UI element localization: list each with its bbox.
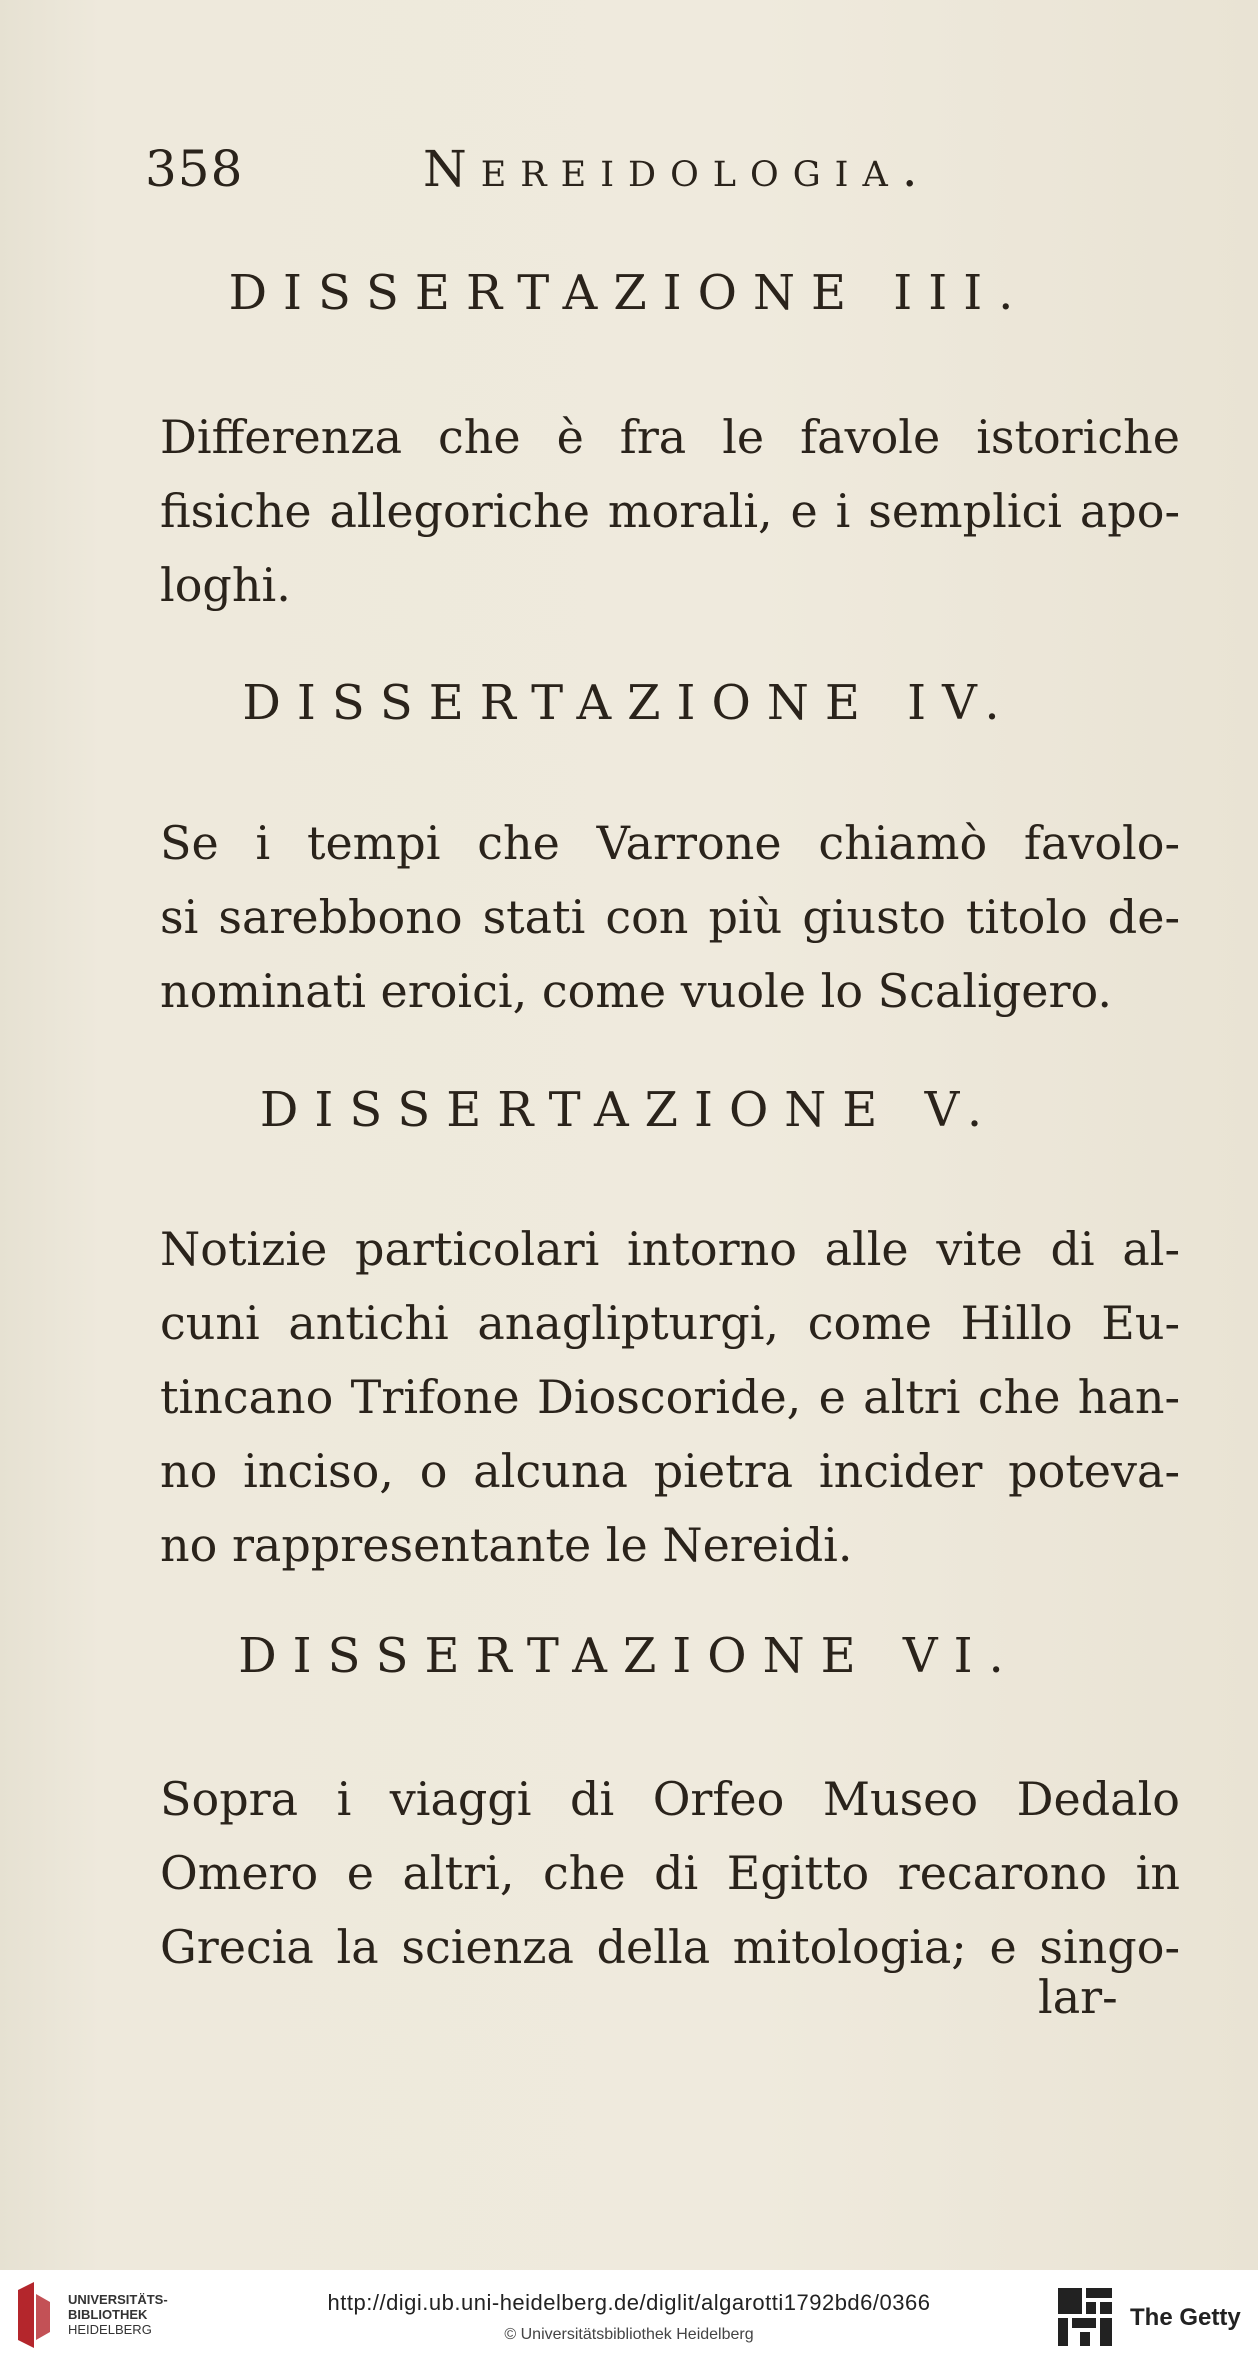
text-line: Omero e altri, che di Egitto recarono in	[160, 1846, 1180, 1900]
text-line: nominati eroici, come vuole lo Scaligero.	[160, 964, 1112, 1018]
text-line: Sopra i viaggi di Orfeo Museo Dedalo	[160, 1772, 1180, 1826]
text-line: Grecia la scienza della mitologia; e singo-	[160, 1920, 1180, 1974]
text-line: loghi.	[160, 558, 291, 612]
running-head: Nereidologia.	[423, 140, 932, 198]
getty-name: The Getty	[1130, 2304, 1241, 2331]
text-line: no inciso, o alcuna pietra incider poteva-	[160, 1444, 1180, 1498]
library-name-line: HEIDELBERG	[68, 2322, 152, 2337]
page-header	[145, 140, 1165, 200]
section-heading-iv: DISSERTAZIONE IV.	[242, 675, 1016, 731]
text-line: fisiche allegoriche morali, e i semplici apo-	[160, 484, 1180, 538]
text-line: Notizie particolari intorno alle vite di al-	[160, 1222, 1180, 1276]
catchword: lar-	[1038, 1970, 1118, 2024]
section-text-iii	[160, 400, 1180, 622]
section-text-vi	[160, 1762, 1180, 1984]
section-heading-v: DISSERTAZIONE V.	[259, 1082, 999, 1138]
footer-bar	[0, 2270, 1258, 2363]
section-text-iv	[160, 806, 1180, 1028]
copyright-notice: © Universitätsbibliothek Heidelberg	[504, 2326, 754, 2343]
page-number: 358	[145, 140, 244, 198]
text-line: tincano Trifone Dioscoride, e altri che han-	[160, 1370, 1180, 1424]
text-line: cuni antichi anaglipturgi, come Hillo Eu-	[160, 1296, 1180, 1350]
getty-logo-icon[interactable]	[1056, 2286, 1114, 2348]
section-heading-vi: DISSERTAZIONE VI.	[238, 1628, 1020, 1684]
library-name-line: UNIVERSITÄTS-	[68, 2292, 168, 2307]
text-line: no rappresentante le Nereidi.	[160, 1518, 853, 1572]
text-line: Se i tempi che Varrone chiamò favolo-	[160, 816, 1180, 870]
section-text-v	[160, 1212, 1180, 1582]
library-name-line: BIBLIOTHEK	[68, 2307, 148, 2322]
section-heading-iii: DISSERTAZIONE III.	[228, 265, 1030, 321]
permalink-url[interactable]: http://digi.ub.uni-heidelberg.de/diglit/algarotti1792bd6/0366	[327, 2290, 931, 2315]
text-line: Differenza che è fra le favole istoriche	[160, 410, 1180, 464]
text-line: si sarebbono stati con più giusto titolo de-	[160, 890, 1180, 944]
